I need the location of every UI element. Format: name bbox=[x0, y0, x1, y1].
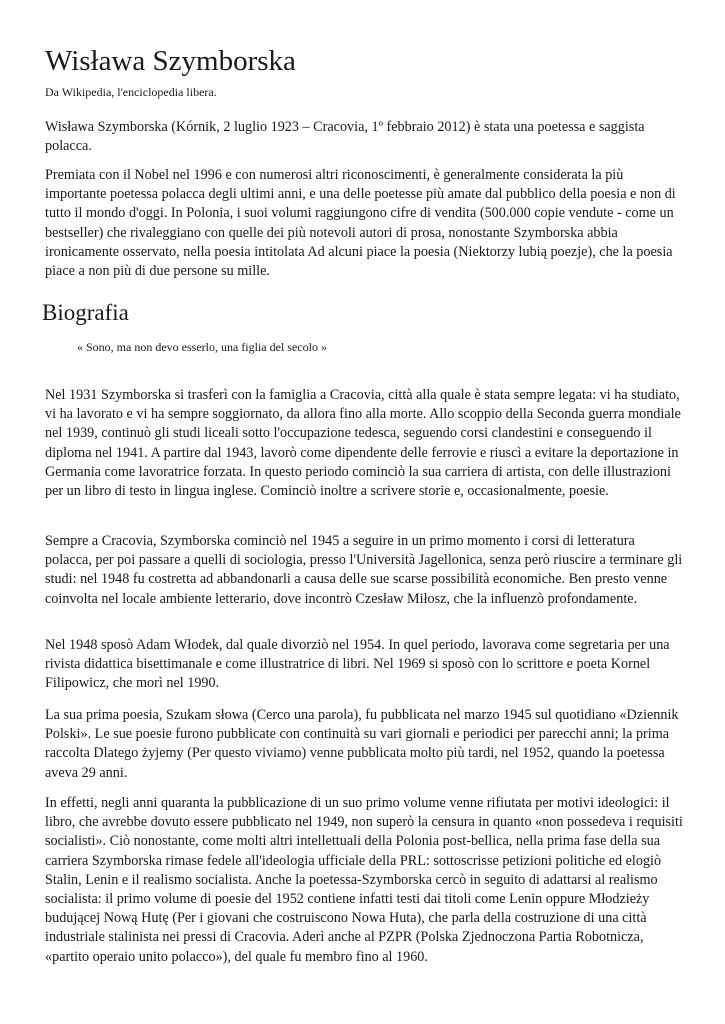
intro-paragraph-2: Premiata con il Nobel nel 1996 e con numerosi altri riconoscimenti, è generalmente considerata la più importante poetessa polacca degli ultimi anni, e una delle poetesse più amate dal pubblico della poesia e non di tutto il mondo d'oggi. In Polonia, i suoi volumi raggiungono cifre di vendita (500.000 copie vendute - come un bestseller) che rivaleggiano con quelle dei più notevoli autori di prosa, nonostante Szymborska abbia ironicamente osservato, nella poesia intitolata Ad alcuni piace la poesia (Niektorzy lubią poezje), che la poesia piace a non più di due persone su mille. bbox=[45, 167, 676, 280]
bio-paragraph-5: In effetti, negli anni quaranta la pubblicazione di un suo primo volume venne rifiutata per motivi ideologici: il libro, che avrebbe dovuto essere pubblicato nel 1949, non superò la censura in quanto «non possedeva i requisiti socialisti». Ciò nonostante, come molti altri intellettuali della Polonia post-bellica, nella prima fase della sua carriera Szymborska rimase fedele all'ideologia ufficiale della PRL: sottoscrisse petizioni politiche ed elogiò Stalin, Lenin e il realismo socialista. Anche la poetessa-Szymborska cercò in seguito di adattarsi al realismo socialista: il primo volume di poesie del 1952 contiene infatti testi dai titoli come Lenin oppure Młodzieży budującej Nową Hutę (Per i giovani che costruiscono Nowa Huta), che parla della costruzione di una città industriale stalinista nei pressi di Cracovia. Aderì anche al PZPR (Polska Zjednoczona Partia Robotnicza, «partito operaio unito polacco»), del quale fu membro fino al 1960. bbox=[45, 795, 683, 965]
bio-paragraph-4: La sua prima poesia, Szukam słowa (Cerco una parola), fu pubblicata nel marzo 1945 sul quotidiano «Dziennik Polski». Le sue poesie furono pubblicate con continuità su vari giornali e periodici per parecchi anni; la prima raccolta Dlatego żyjemy (Per questo viviamo) venne pubblicata molto più tardi, nel 1952, quando la poetessa aveva 29 anni. bbox=[45, 707, 679, 781]
bio-paragraph-1: Nel 1931 Szymborska si trasferì con la famiglia a Cracovia, città alla quale è stata sempre legata: vi ha studiato, vi ha lavorato e vi ha sempre soggiornato, da allora fino alla morte. Allo scoppio della Seconda guerra mondiale nel 1939, continuò gli studi liceali sotto l'occupazione tedesca, seguendo corsi clandestini e conseguendo il diploma nel 1941. A partire dal 1943, lavorò come dipendente delle ferrovie e riuscì a evitare la deportazione in Germania come lavoratrice forzata. In questo periodo cominciò la sua carriera di artista, con delle illustrazioni per un libro di testo in lingua inglese. Cominciò inoltre a scrivere storie e, occasionalmente, poesie. bbox=[45, 387, 681, 500]
intro-paragraph-1: Wisława Szymborska (Kórnik, 2 luglio 1923 – Cracovia, 1º febbraio 2012) è stata una poetessa e saggista polacca. bbox=[45, 119, 645, 155]
epigraph-quote: « Sono, ma non devo esserlo, una figlia del secolo » bbox=[77, 340, 327, 354]
page-subtitle: Da Wikipedia, l'enciclopedia libera. bbox=[45, 85, 217, 99]
section-heading-biografia: Biografia bbox=[42, 300, 129, 325]
bio-paragraph-2: Sempre a Cracovia, Szymborska cominciò nel 1945 a seguire in un primo momento i corsi di letteratura polacca, per poi passare a quelli di sociologia, presso l'Università Jagellonica, senza però riuscire a terminare gli studi: nel 1948 fu costretta ad abbandonarli a causa delle sue scarse possibilità economiche. Ben presto venne coinvolta nel locale ambiente letterario, dove incontrò Czesław Miłosz, che la influenzò profondamente. bbox=[45, 533, 683, 607]
bio-paragraph-3: Nel 1948 sposò Adam Włodek, dal quale divorziò nel 1954. In quel periodo, lavorava come segretaria per una rivista didattica bisettimanale e come illustratrice di libri. Nel 1969 si sposò con lo scrittore e poeta Kornel Filipowicz, che morì nel 1990. bbox=[45, 637, 670, 692]
page-title: Wisława Szymborska bbox=[45, 45, 296, 77]
